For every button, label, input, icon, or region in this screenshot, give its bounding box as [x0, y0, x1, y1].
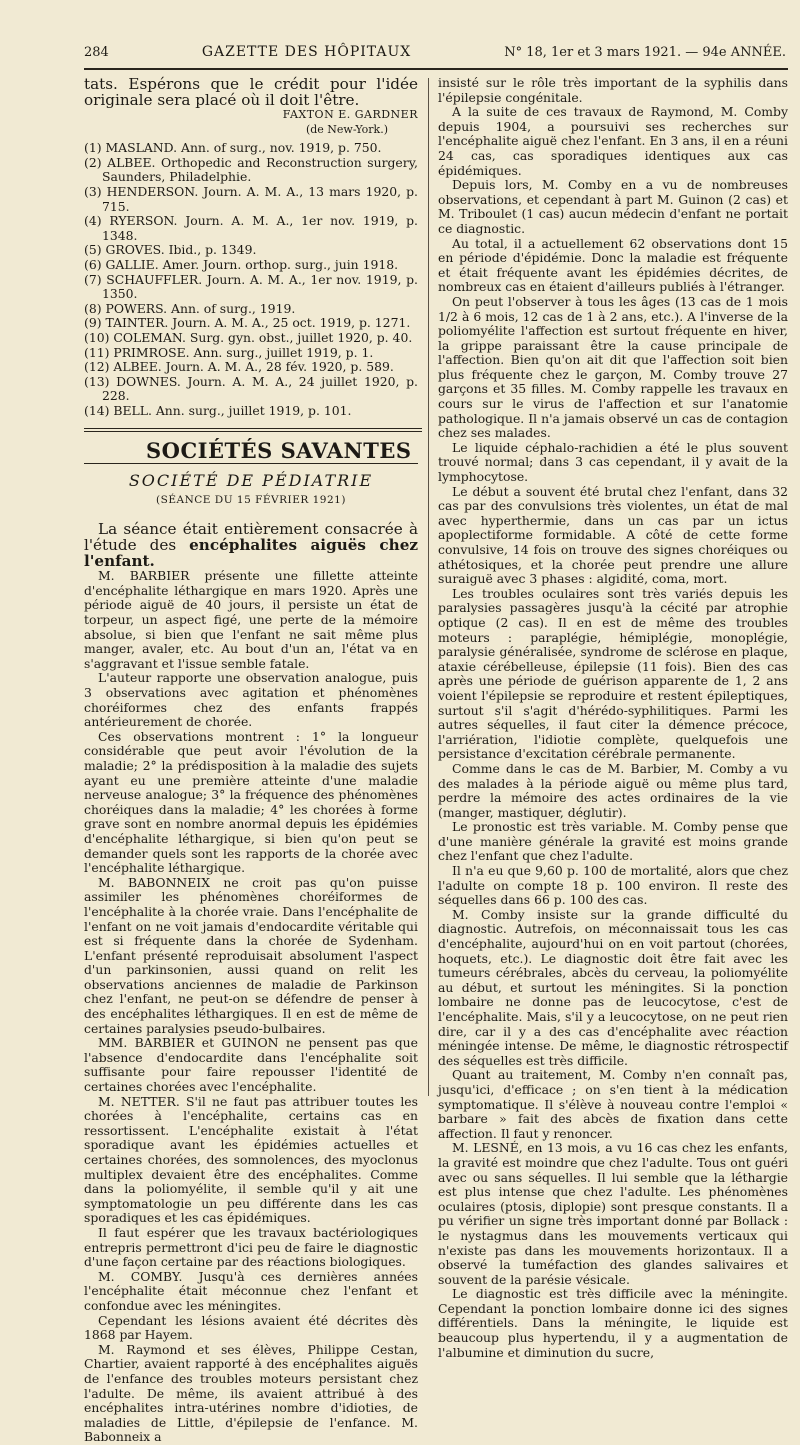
- author-origin: (de New-York.): [305, 122, 388, 136]
- paragraph: Le début a souvent été brutal chez l'enfant, dans 32 cas par des convulsions très violentes, un état de mal avec hyperthermie, dans un cas par un ictus apoplectiforme formidable. A côté de cette forme convulsive, 14 fois on trouve des signes choréiques ou athétosiques, et la chorée peut prendre une allure suraiguë avec 3 phases : algidité, coma, mort.: [438, 483, 788, 587]
- journal-title: GAZETTE DES HÔPITAUX: [201, 44, 412, 60]
- paragraph: M. BARBIER présente une fillette atteinte d'encéphalite léthargique en mars 1920. Après une période aiguë de 40 jours, il persiste un état de torpeur, un aspect figé, une perte de la mémoire absolue, si bien que l'enfant ne sait même plus manger, avaler, etc. Au bout d'un an, l'état va en s'aggravant et l'issue semble fatale.: [84, 568, 418, 671]
- paragraph: M. COMBY. Jusqu'à ces dernières années l'encéphalite était méconnue chez l'enfant et confondue avec les méningites.: [84, 1268, 418, 1313]
- session-topic: encéphalites aiguës chez l'enfant.: [84, 536, 418, 571]
- paragraph: M. BABONNEIX ne croit pas qu'on puisse assimiler les phénomènes choréiformes de l'encéphalite à la chorée vraie. Dans l'encéphalite de l'enfant on ne voit jamais d'endocardite véritable qui est si fréquente dans la chorée de Sydenham. L'enfant présenté reproduisait absolument l'aspect d'un parkinsonien, aussi quand on relit les observations anciennes de maladie de Parkinson chez l'enfant, ne peut-on se défendre de penser à des encéphalites léthargiques. Il en est de même de certaines paralysies pseudo-bulbaires.: [84, 874, 418, 1036]
- paragraph: Cependant les lésions avaient été décrites dès 1868 par Hayem.: [84, 1312, 418, 1343]
- paragraph: Depuis lors, M. Comby en a vu de nombreuses observations, et cependant à part M. Guinon (2 cas) et M. Triboulet (1 cas) aucun médecin d'enfant ne portait ce diagnostic.: [438, 177, 788, 236]
- reference-list: [84, 141, 418, 418]
- reference-item: (7) SCHAUFFLER. Journ. A. M. A., 1er nov. 1919, p. 1350.: [84, 271, 418, 302]
- page-number: 284: [84, 45, 109, 60]
- paragraph: M. Comby insiste sur la grande difficulté du diagnostic. Autrefois, on méconnaissait tous les cas d'encéphalite, aujourd'hui on en voit partout (chorées, hoquets, etc.). Le diagnostic doit être fait avec les tumeurs cérébrales, abcès du cerveau, la poliomyélite au début, et surtout les méningites. Si la ponction lombaire ne donne pas de leucocytose, c'est de l'encéphalite. Mais, s'il y a leucocytose, on ne peut rien dire, car il y a des cas d'encéphalite avec réaction méningée intense. De même, le diagnostic rétrospectif des séquelles est très difficile.: [438, 906, 788, 1068]
- reference-item: (11) PRIMROSE. Ann. surg., juillet 1919, p. 1.: [84, 344, 374, 360]
- reference-item: (6) GALLIE. Amer. Journ. orthop. surg., juin 1918.: [84, 256, 399, 272]
- reference-item: (4) RYERSON. Journ. A. M. A., 1er nov. 1919, p. 1348.: [84, 213, 418, 243]
- reference-item: (8) POWERS. Ann. of surg., 1919.: [84, 300, 296, 316]
- section-title: SOCIÉTÉS SAVANTES: [146, 438, 412, 464]
- paragraph: Comme dans le cas de M. Barbier, M. Comby a vu des malades à la période aiguë ou même plus tard, perdre la mémoire des actes ordinaires de la vie (manger, mastiquer, déglutir).: [438, 760, 788, 820]
- paragraph: Ces observations montrent : 1° la longueur considérable que peut avoir l'évolution de la maladie; 2° la prédisposition à la maladie des sujets ayant eu une première atteinte d'une maladie nerveuse analogue; 3° la fréquence des phénomènes choréiques dans la maladie; 4° les chorées à forme grave sont en nombre anormal depuis les épidémies d'encéphalite léthargique, si bien qu'on peut se demander quels sont les rapports de la chorée avec l'encéphalite léthargique.: [84, 728, 418, 876]
- paragraph: Le diagnostic est très difficile avec la méningite. Cependant la ponction lombaire donne ici des signes différentiels. Dans la méningite, le liquide est beaucoup plus hypertendu, il y a augmentation de l'albumine et diminution du sucre,: [438, 1286, 788, 1360]
- session-intro: [84, 521, 418, 569]
- issue-info: N° 18, 1er et 3 mars 1921. — 94e ANNÉE.: [504, 45, 786, 60]
- paragraph: M. NETTER. S'il ne faut pas attribuer toutes les chorées à l'encéphalite, certains cas en ressortissent. L'encéphalite existait à l'état sporadique avant les épidémies actuelles et certaines chorées, des somnolences, des myoclonus multiplex devaient être des encéphalites. Comme dans la poliomyélite, il semble qu'il y ait une symptomatologie un peu différente dans les cas sporadiques et les cas épidémiques.: [84, 1093, 418, 1226]
- reference-item: (2) ALBEE. Orthopedic and Reconstruction surgery, Saunders, Philadelphie.: [84, 154, 418, 185]
- paragraph: Il n'a eu que 9,60 p. 100 de mortalité, alors que chez l'adulte on compte 18 p. 100 environ. Il reste des séquelles dans 66 p. 100 des cas.: [438, 863, 788, 908]
- article-conclusion: tats. Espérons que le crédit pour l'idée originale sera placé où il doit l'être.: [84, 75, 418, 109]
- paragraph: Le pronostic est très variable. M. Comby pense que d'une manière générale la gravité est moins grande chez l'enfant que chez l'adulte.: [438, 819, 788, 864]
- reference-item: (13) DOWNES. Journ. A. M. A., 24 juillet 1920, p. 228.: [84, 373, 418, 404]
- header-rule: [84, 68, 788, 70]
- section-separator: [84, 428, 422, 432]
- paragraph: Le liquide céphalo-rachidien a été le plus souvent trouvé normal; dans 3 cas cependant, il y avait de la lymphocytose.: [438, 439, 788, 485]
- session-date: (SÉANCE DU 15 FÉVRIER 1921): [156, 493, 346, 506]
- right-column: [438, 76, 788, 1360]
- paragraph: On peut l'observer à tous les âges (13 cas de 1 mois 1/2 à 6 mois, 12 cas de 1 à 2 ans, etc.). A l'inverse de la poliomyélite l'affection est surtout fréquente en hiver, la grippe paraissant être la cause principale de l'affection. Bien qu'on ait dit que l'affection soit bien plus fréquente chez le garçon, M. Comby trouve 27 garçons et 35 filles. M. Comby rappelle les travaux en cours sur le virus de l'affection et sur l'anatomie pathologique. Il n'a jamais observé un cas de contagion chez ses malades.: [438, 293, 788, 441]
- reference-item: (3) HENDERSON. Journ. A. M. A., 13 mars 1920, p. 715.: [84, 183, 418, 214]
- reference-item: (1) MASLAND. Ann. of surg., nov. 1919, p. 750.: [84, 140, 382, 156]
- paragraph: M. Raymond et ses élèves, Philippe Cestan, Chartier, avaient rapporté à des encéphalites aiguës de l'enfance des troubles moteurs persistant chez l'adulte. De même, ils avaient attribué à des encéphalites intra-utérines nombre d'idioties, de maladies de Little, d'épilepsie de l'enfance. M. Babonneix a: [84, 1341, 418, 1445]
- society-name: SOCIÉTÉ DE PÉDIATRIE: [128, 471, 374, 491]
- left-column: [84, 76, 418, 1445]
- paragraph: Quant au traitement, M. Comby n'en connaît pas, jusqu'ici, d'efficace ; on s'en tient à la médication symptomatique. Il s'élève à nouveau contre l'emploi « barbare » fait des abcès de fixation dans cette affection. Il faut y renoncer.: [438, 1067, 788, 1141]
- paragraph: Les troubles oculaires sont très variés depuis les paralysies passagères jusqu'à la cécité par atrophie optique (2 cas). Il en est de même des troubles moteurs : paraplégie, hémiplégie, monoplégie, paralysie généralisée, syndrome de sclérose en plaque, ataxie cérébelleuse, épilepsie (11 fois). Bien des cas après une période de guérison apparente de 1, 2 ans voient l'épilepsie se reproduire et restent épileptiques, surtout s'il s'agit d'hérédo-syphilitiques. Parmi les autres séquelles, il faut citer la démence précoce, l'arriération, l'idiotie complète, quelquefois une persistance d'excitation cérébrale permanente.: [438, 585, 788, 762]
- paragraph: Il faut espérer que les travaux bactériologiques entrepris permettront d'ici peu de faire le diagnostic d'une façon certaine par des réactions biologiques.: [84, 1224, 418, 1270]
- paragraph: MM. BARBIER et GUINON ne pensent pas que l'absence d'endocardite dans l'encéphalite soit suffisante pour faire repousser l'identité de certaines chorées avec l'encéphalite.: [84, 1035, 418, 1095]
- paragraph: insisté sur le rôle très important de la syphilis dans l'épilepsie congénitale.: [438, 75, 788, 105]
- author-signature: FAXTON E. GARDNER: [282, 108, 418, 121]
- paragraph: A la suite de ces travaux de Raymond, M. Comby depuis 1904, a poursuivi ses recherches sur l'encéphalite aiguë chez l'enfant. En 3 ans, il en a réuni 24 cas, cas sporadiques identiques aux cas épidémiques.: [438, 104, 788, 178]
- paragraph: M. LESNÉ, en 13 mois, a vu 16 cas chez les enfants, la gravité est moindre que chez l'adulte. Tous ont guéri avec ou sans séquelles. Il lui semble que la léthargie est plus intense que chez l'adulte. Les phénomènes oculaires (ptosis, diplopie) sont presque constants. Il a pu vérifier un signe très important donné par Bollack : le nystagmus dans les mouvements verticaux qui n'existe pas dans les mouvements horizontaux. Il a observé la tuméfaction des glandes salivaires et souvent de la parésie vésicale.: [438, 1140, 788, 1287]
- column-divider: [428, 78, 429, 1096]
- reference-item: (9) TAINTER. Journ. A. M. A., 25 oct. 1919, p. 1271.: [84, 315, 411, 331]
- reference-item: (5) GROVES. Ibid., p. 1349.: [84, 242, 257, 258]
- paragraph: L'auteur rapporte une observation analogue, puis 3 observations avec agitation et phénomènes choréiformes chez des enfants frappés antérieurement de chorée.: [84, 670, 418, 730]
- section-title-rule: [84, 463, 418, 464]
- reference-item: (10) COLEMAN. Surg. gyn. obst., juillet 1920, p. 40.: [84, 329, 413, 345]
- paragraph: Au total, il a actuellement 62 observations dont 15 en période d'épidémie. Donc la maladie est fréquente et était fréquente avant les épidémies décrites, de nombreux cas en étaient d'ailleurs publiés à l'étranger.: [438, 235, 788, 295]
- running-head: [84, 44, 786, 66]
- reference-item: (14) BELL. Ann. surg., juillet 1919, p. 101.: [84, 402, 352, 418]
- reference-item: (12) ALBEE. Journ. A. M. A., 28 fév. 1920, p. 589.: [84, 359, 394, 375]
- session-intro-text: La séance était entièrement consacrée à l'étude des: [84, 520, 418, 555]
